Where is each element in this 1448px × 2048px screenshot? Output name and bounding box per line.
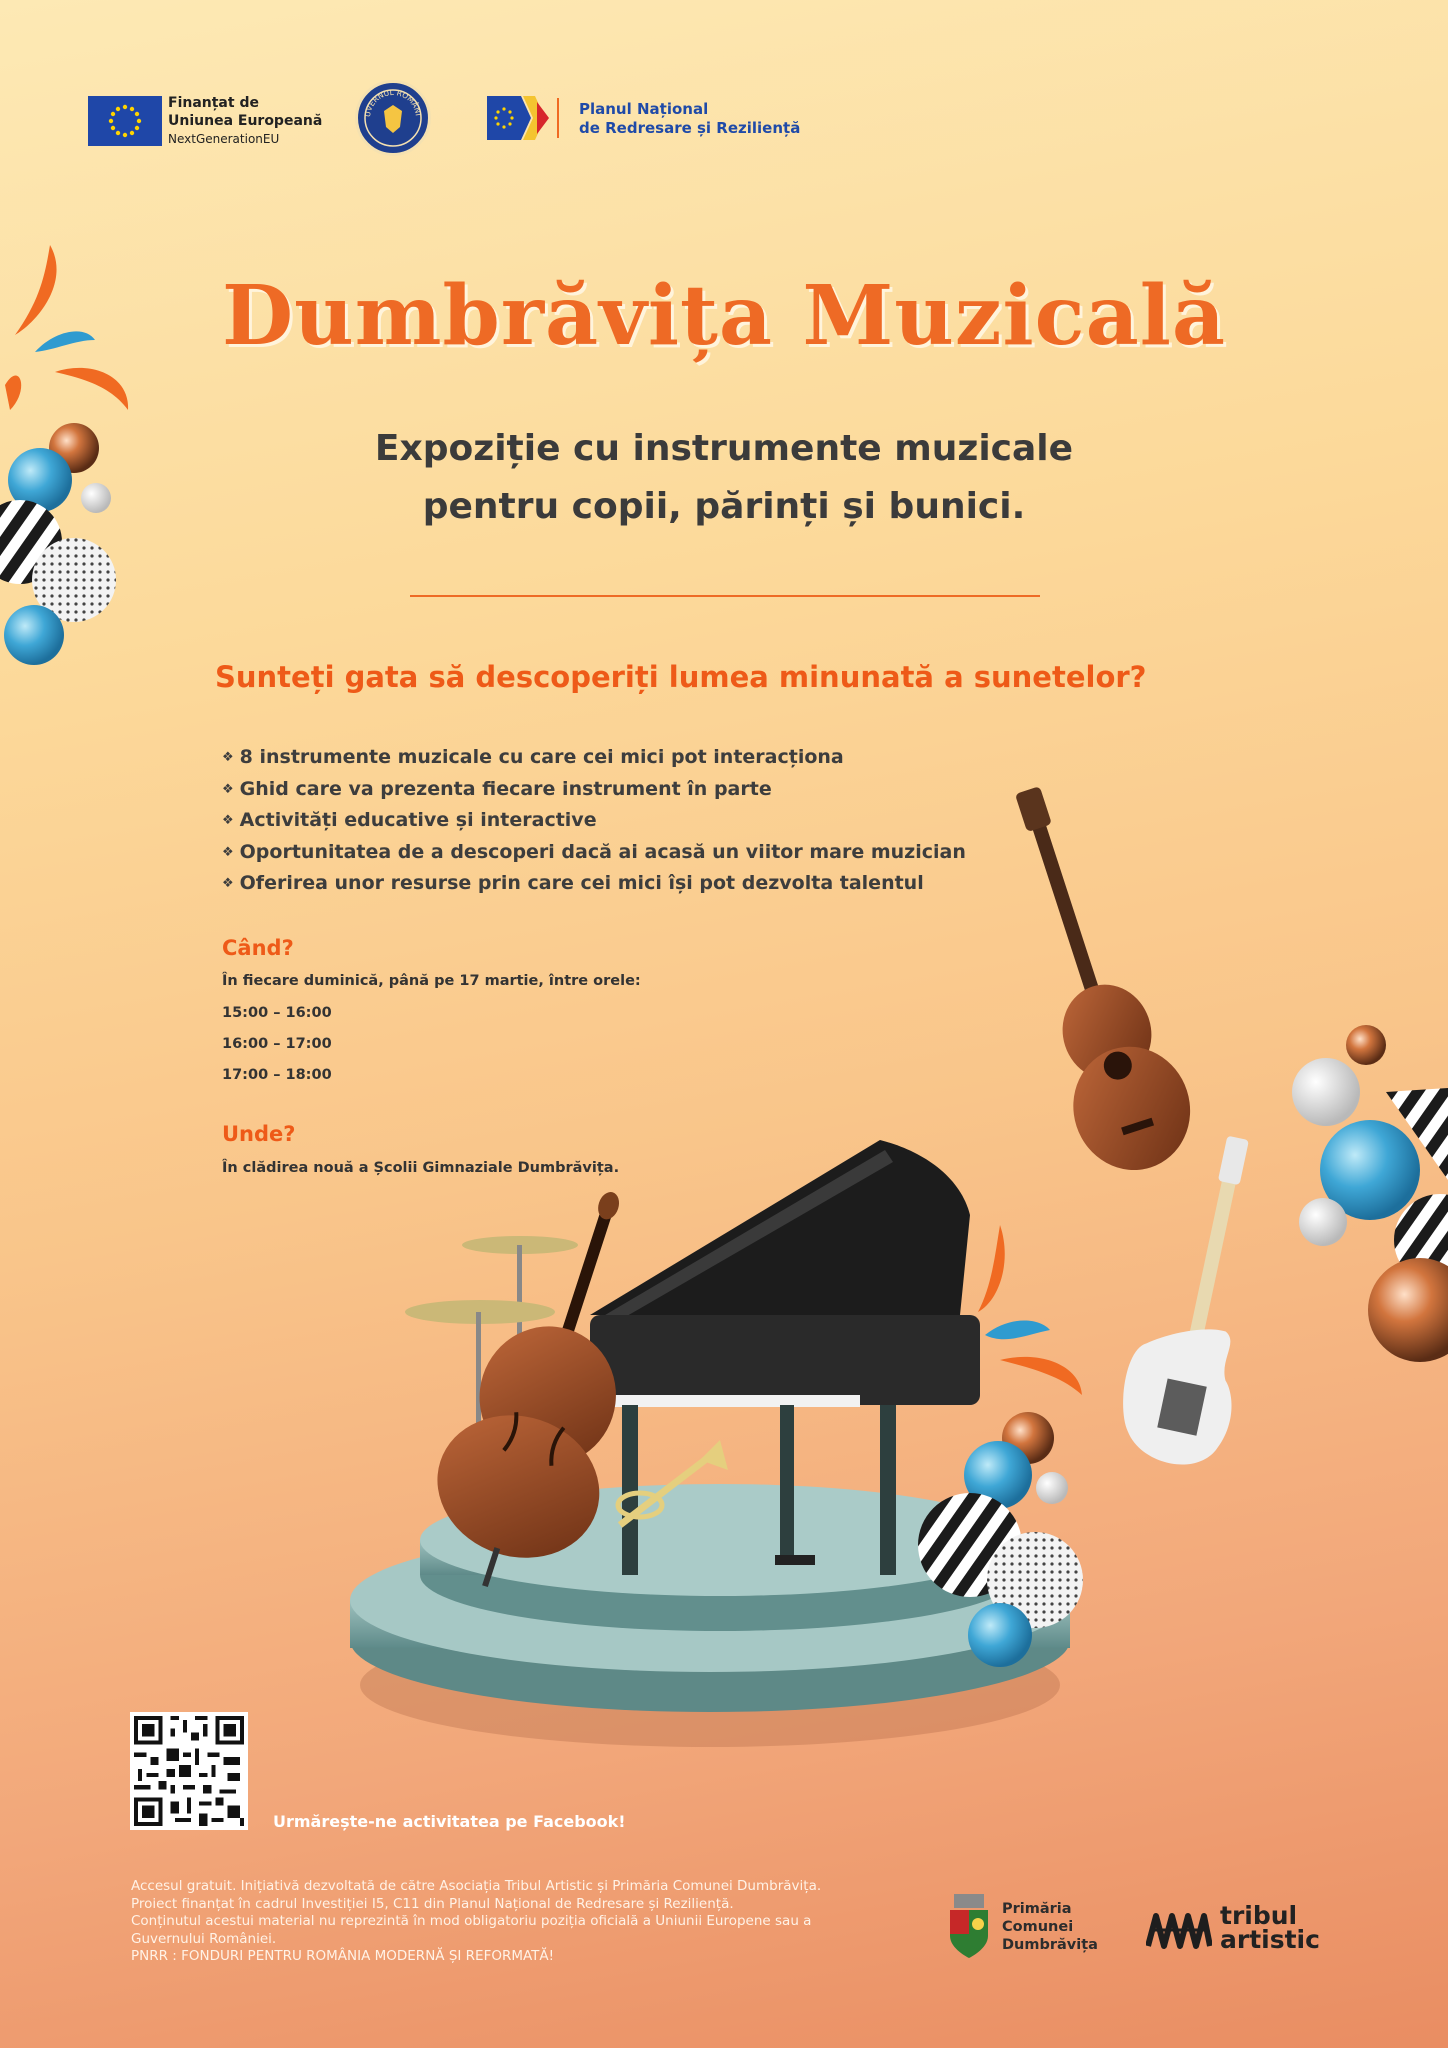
facebook-qr-code[interactable] [130, 1712, 248, 1830]
primaria-line3: Dumbrăvița [1002, 1937, 1098, 1953]
tribul-artistic-name [1220, 1901, 1320, 1954]
when-heading: Când? [222, 936, 294, 960]
footer-line: Guvernului României. [131, 1930, 277, 1947]
when-intro: În fiecare duminică, până pe 17 martie, între orele: [222, 973, 641, 989]
romanian-government-seal [355, 80, 431, 156]
acoustic-guitar [973, 772, 1206, 1185]
event-subtitle [200, 420, 1248, 536]
eu-flag-logo [88, 96, 162, 146]
eu-line3: NextGenerationEU [168, 132, 280, 146]
footer-line: Proiect finanțat în cadrul Investiției I5, C11 din Planul Național de Redresare și Reziliență. [131, 1895, 734, 1912]
tribul-artistic-logo [1146, 1906, 1212, 1956]
diamond-bullet-icon: ❖ [222, 813, 234, 828]
pnrr-text [579, 100, 800, 138]
pnrr-line1: Planul Național [579, 100, 709, 118]
decor-right [1292, 1025, 1448, 1362]
primaria-line1: Primăria [1002, 1901, 1072, 1917]
gov-seal-text: UVERNUL ROMÂNI [362, 87, 423, 118]
primaria-line2: Comunei [1002, 1919, 1074, 1935]
facebook-cta: Urmărește-ne activitatea pe Facebook! [273, 1812, 626, 1831]
government-crest-icon [358, 83, 428, 153]
feature-text: Ghid care va prezenta fiecare instrument în parte [239, 777, 772, 800]
feature-item [222, 837, 982, 869]
eu-stars-icon [88, 96, 162, 146]
primaria-crest-logo [948, 1894, 990, 1960]
feature-item [222, 805, 982, 837]
event-title: Dumbrăvița Muzicală [222, 268, 1226, 364]
diamond-bullet-icon: ❖ [222, 876, 234, 891]
primaria-name [1002, 1900, 1098, 1954]
decor-topleft [0, 245, 128, 665]
diamond-bullet-icon: ❖ [222, 844, 234, 860]
feature-item [222, 742, 982, 774]
footer-line: Conținutul acestui material nu reprezintă în mod obligatoriu poziția oficială a Uniunii Europene sau a [131, 1913, 812, 1929]
tribul-line1: tribul [1220, 1901, 1298, 1930]
footer-line: Accesul gratuit. Inițiativă dezvoltată de către Asociația Tribul Artistic și Primăria Comunei Dumbrăvița. [131, 1878, 822, 1894]
time-slot: 16:00 – 17:00 [222, 1036, 332, 1052]
feature-item [222, 774, 982, 806]
subtitle-line2: pentru copii, părinți și bunici. [422, 486, 1026, 527]
diamond-bullet-icon: ❖ [222, 750, 234, 765]
headline-question: Sunteți gata să descoperiți lumea minunată a sunetelor? [215, 660, 1147, 694]
subtitle-line1: Expoziție cu instrumente muzicale [374, 428, 1074, 469]
divider-line [410, 595, 1040, 597]
feature-text: Oportunitatea de a descoperi dacă ai acasă un viitor mare muzician [239, 840, 966, 863]
features-list [222, 742, 982, 900]
electric-guitar [1110, 1125, 1288, 1473]
pnrr-line2: de Redresare și Reziliență [579, 119, 801, 137]
eu-line2: Uniunea Europeană [168, 113, 323, 129]
tribul-line2: artistic [1220, 1925, 1320, 1954]
time-slot: 15:00 – 16:00 [222, 1005, 332, 1021]
feature-item [222, 868, 982, 900]
footer-line: PNRR : FONDURI PENTRU ROMÂNIA MODERNĂ ȘI REFORMATĂ! [131, 1948, 555, 1964]
time-slot: 17:00 – 18:00 [222, 1067, 332, 1083]
coat-of-arms-icon [948, 1894, 990, 1960]
eu-funding-text [168, 94, 322, 148]
diamond-bullet-icon: ❖ [222, 781, 234, 797]
tribul-zigzag-icon [1146, 1906, 1212, 1956]
feature-text: 8 instrumente muzicale cu care cei mici pot interacționa [239, 746, 844, 768]
feature-text: Oferirea unor resurse prin care cei mici își pot dezvolta talentul [239, 872, 924, 894]
pnrr-arrow-icon [487, 96, 567, 140]
eu-line1: Finanțat de [168, 95, 259, 111]
qr-code-icon [130, 1712, 248, 1830]
pnrr-logo [487, 96, 567, 140]
where-text: În clădirea nouă a Școlii Gimnaziale Dumbrăvița. [222, 1160, 620, 1176]
where-heading: Unde? [222, 1122, 296, 1146]
footer-disclaimer [131, 1878, 911, 1966]
feature-text: Activități educative și interactive [239, 809, 597, 831]
